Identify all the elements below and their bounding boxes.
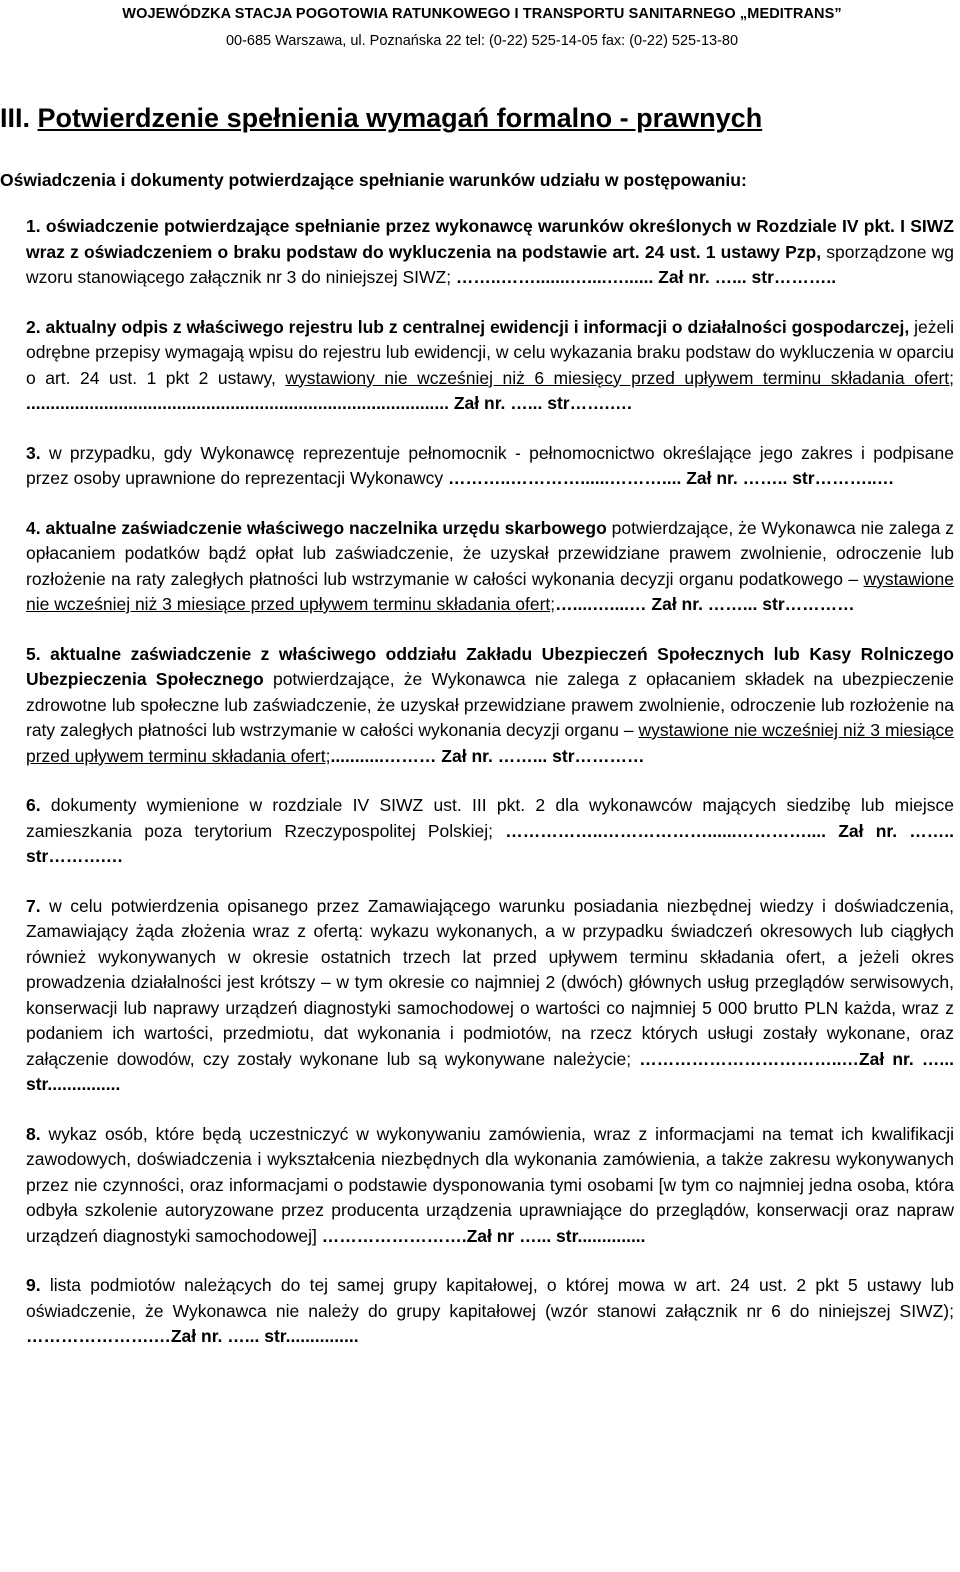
item-underlined-text: wystawione nie wcześniej niż 3 miesiące przed upływem terminu składania ofert;: [26, 720, 954, 766]
item-number: 2.: [26, 316, 41, 337]
item-fill-line: ……………..………………......………….... Zał nr. …….. str……….…: [26, 820, 955, 866]
item-fill-line: ....................................................................................... Zał nr. …... str…….….: [26, 393, 632, 413]
section-intro: Oświadczenia i dokumenty potwierdzające spełnianie warunków udziału w postępowaniu:: [0, 170, 747, 190]
item-number: 8.: [26, 1123, 41, 1144]
organization-name: WOJEWÓDZKA STACJA POGOTOWIA RATUNKOWEGO I TRANSPORTU SANITARNEGO „MEDITRANS”: [122, 6, 842, 22]
item-number: 6.: [26, 795, 41, 815]
list-item: [26, 894, 954, 1098]
item-bold-text: aktualny odpis z właściwego rejestru lub z centralnej ewidencji i informacji o działalności gospodarczej,: [45, 316, 910, 337]
requirements-list: [26, 214, 954, 1374]
list-item: [26, 793, 954, 870]
item-number: 5.: [26, 643, 41, 664]
organization-address: 00-685 Warszawa, ul. Poznańska 22 tel: (0-22) 525-14-05 fax: (0-22) 525-13-80: [225, 33, 739, 49]
document-header: [27, 6, 937, 49]
item-fill-line: ...........……… Zał nr. ……... str…………: [330, 745, 645, 766]
item-number: 7.: [26, 895, 41, 916]
item-number: 1.: [26, 216, 41, 236]
item-fill-line: ………………….…Zał nr. …... str...............: [26, 1326, 359, 1346]
item-number: 9.: [26, 1275, 41, 1295]
item-fill-line: …………………….Zał nr …... str..............: [321, 1225, 646, 1246]
section-title: [0, 103, 960, 134]
list-item: [26, 1122, 954, 1250]
list-item: [26, 516, 954, 618]
item-text: w przypadku, gdy Wykonawcę reprezentuje pełnomocnik - pełnomocnictwo określające jego zakres i podpisane przez osoby uprawnione do reprezentacji Wykonawcy: [26, 442, 954, 488]
item-fill-line: ………..…………......……….... Zał nr. …….. str………..…: [448, 468, 895, 488]
item-fill-line: ……………………………..…Zał nr. …... str...............: [26, 1048, 954, 1094]
item-number: 4.: [26, 517, 41, 538]
item-fill-line: …....…....… Zał nr. ……... str…………: [555, 594, 855, 614]
item-text: wykaz osób, które będą uczestniczyć w wykonywaniu zamówienia, wraz z informacjami na temat ich kwalifikacji zawodowych, doświadczenia i wykształcenia niezbędnych dla wykonania zamówienia, a także zakresu wykonywanych przez nie czynności, oraz informacjami o podstawie dysponowania tymi osobami [w tym co najmniej jedna osoba, która odbyła szkolenie autoryzowane przez producenta urządzenia uprawniające do przeglądów, konserwacji oraz napraw urządzeń diagnostyki samochodowej]: [26, 1123, 954, 1246]
item-bold-text: aktualne zaświadczenie właściwego naczelnika urzędu skarbowego: [45, 517, 607, 538]
item-number: 3.: [26, 442, 41, 463]
item-bold-text: aktualne zaświadczenie z właściwego oddziału Zakładu Ubezpieczeń Społecznych lub Kasy Rolniczego Ubezpieczenia Społecznego: [26, 643, 954, 689]
section-title-text: Potwierdzenie spełnienia wymagań formalno - prawnych: [37, 103, 763, 133]
item-text: potwierdzające, że Wykonawca nie zalega z opłacaniem podatków bądź opłat lub zaświadczenie, że uzyskał przewidziane prawem zwolnienie, odroczenie lub rozłożenie na raty zaległych płatności lub wstrzymanie w całości wykonania decyzji organu podatkowego –: [26, 517, 955, 589]
section-number: III.: [0, 103, 31, 133]
item-text: w celu potwierdzenia opisanego przez Zamawiającego warunku posiadania niezbędnej wiedzy i doświadczenia, Zamawiający żąda złożenia wraz z ofertą: wykazu wykonanych, a w przypadku świadczeń okresowych lub ciągłych również wykonywanych w okresie ostatnich trzech lat przed upływem terminu składania ofert, a jeżeli okres prowadzenia działalności jest krótszy – w tym okresie co najmniej 2 (dwóch) głównych usług przeglądów serwisowych, konserwacji lub naprawy urządzeń diagnostyki samochodowej o wartości co najmniej 5 000 brutto PLN każda, wraz z podaniem ich wartości, przedmiotu, dat wykonania i podmiotów, na rzecz których usługi zostały wykonane, oraz załączenie dowodów, czy zostały wykonane lub są wykonywane należycie;: [26, 895, 954, 1069]
item-text: potwierdzające, że Wykonawca nie zalega z opłacaniem składek na ubezpieczenie zdrowotne lub społeczne lub zaświadczenie, że uzyskał przewidziane prawem zwolnienie, odroczenie lub rozłożenie na raty zaległych płatności lub wstrzymanie w całości wykonania decyzji organu –: [26, 669, 954, 740]
list-item: [26, 315, 954, 417]
item-fill-line: ……..…….......…....…...... Zał nr. …... str………..: [455, 267, 837, 287]
item-text: jeżeli odrębne przepisy wymagają wpisu do rejestru lub ewidencji, w celu wykazania braku podstaw do wykluczenia w oparciu o art. 24 ust. 1 pkt 2 ustawy,: [26, 316, 954, 388]
list-item: [26, 1273, 954, 1350]
item-underlined-text: wystawiony nie wcześniej niż 6 miesięcy przed upływem terminu składania ofert;: [285, 367, 954, 388]
list-item: [26, 214, 954, 291]
list-item: [26, 642, 954, 770]
item-text: lista podmiotów należących do tej samej grupy kapitałowej, o której mowa w art. 24 ust. 2 pkt 5 ustawy lub oświadczenie, że Wykonawca nie należy do grupy kapitałowej (wzór stanowi załącznik nr 6 do niniejszej SIWZ);: [26, 1275, 954, 1321]
item-text: sporządzone wg wzoru stanowiącego załącznik nr 3 do niniejszej SIWZ;: [26, 241, 954, 287]
list-item: [26, 441, 954, 492]
item-bold-text: oświadczenie potwierdzające spełnianie przez wykonawcę warunków określonych w Rozdziale IV pkt. I SIWZ wraz z oświadczeniem o braku podstaw do wykluczenia na podstawie art. 24 ust. 1 ustawy Pzp,: [26, 216, 954, 262]
item-underlined-text: wystawione nie wcześniej niż 3 miesiące przed upływem terminu składania ofert;: [26, 568, 954, 614]
item-text: dokumenty wymienione w rozdziale IV SIWZ ust. III pkt. 2 dla wykonawców mających siedzibę lub miejsce zamieszkania poza terytorium Rzeczypospolitej Polskiej;: [26, 795, 954, 841]
